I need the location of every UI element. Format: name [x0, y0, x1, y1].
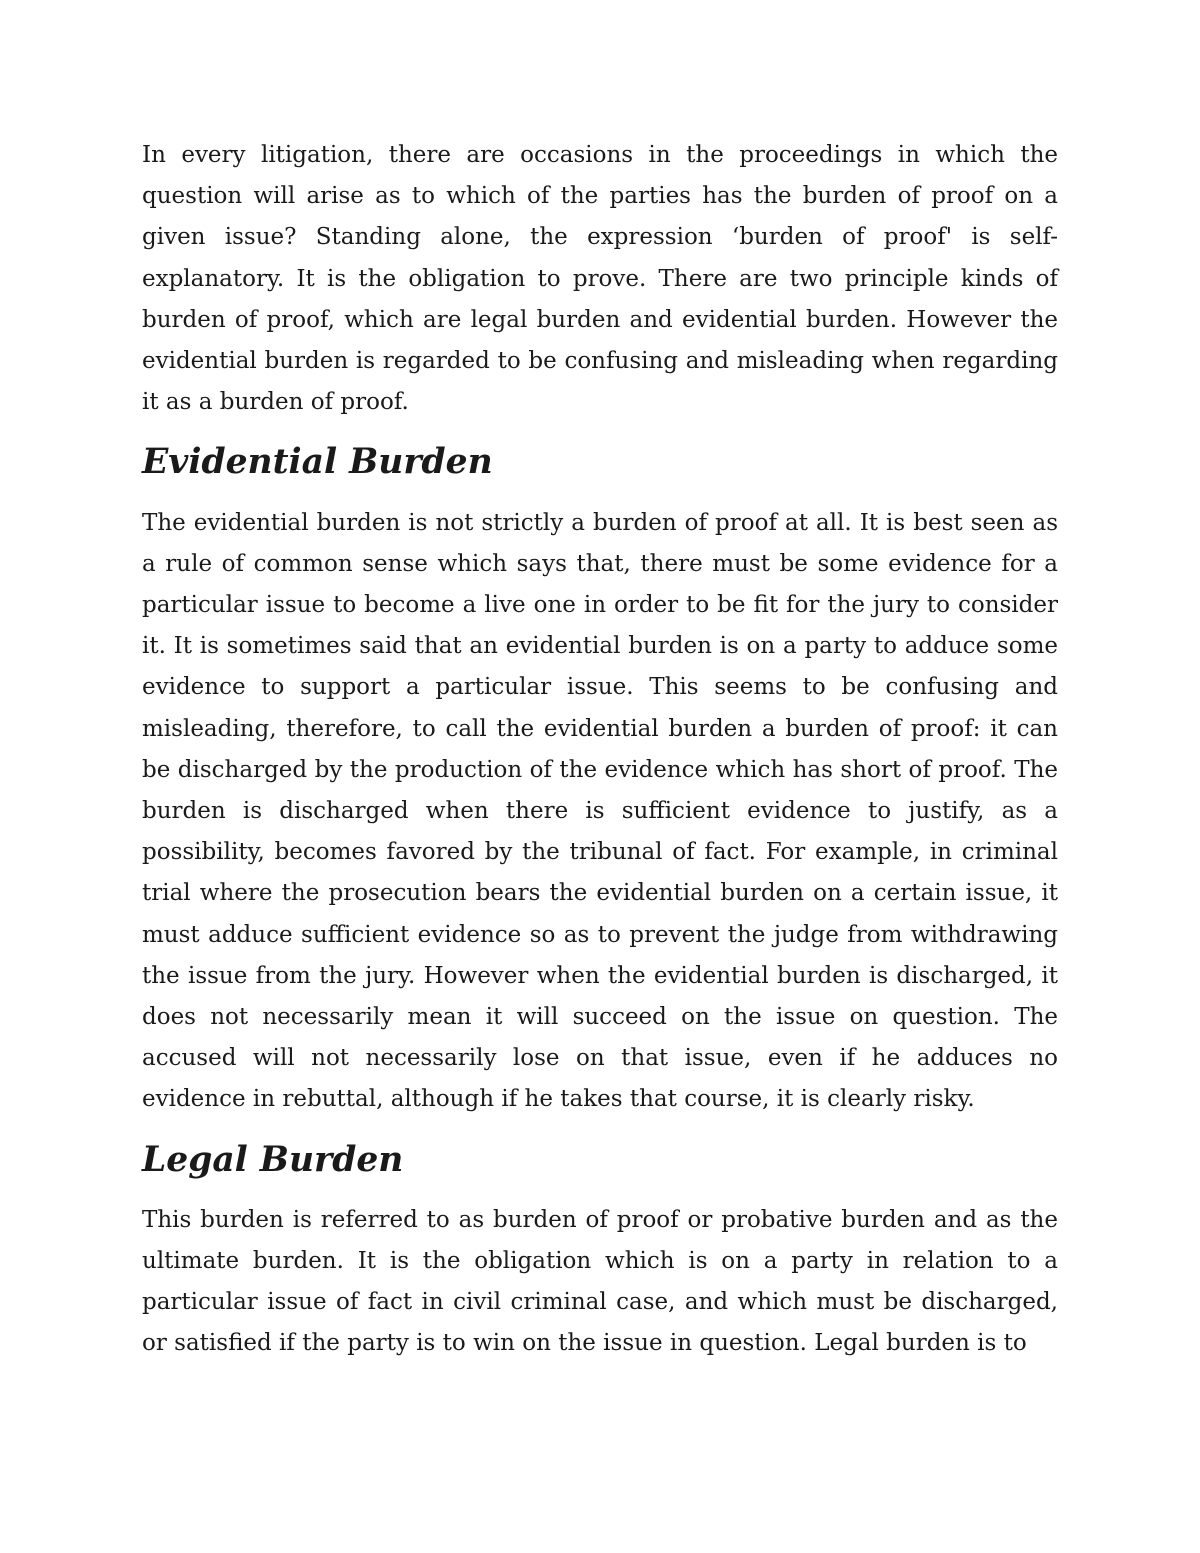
document-page — [142, 135, 1058, 1384]
evidential-burden-paragraph: The evidential burden is not strictly a burden of proof at all. It is best seen as a rule of common sense which says that, there must be some evidence for a particular issue to become a live one in order to be fit for the jury to consider it. It is sometimes said that an evidential burden is on a party to adduce some evidence to support a particular issue. This seems to be confusing and misleading, therefore, to call the evidential burden a burden of proof: it can be discharged by the production of the evidence which has short of proof. The burden is discharged when there is sufficient evidence to justify, as a possibility, becomes favored by the tribunal of fact. For example, in criminal trial where the prosecution bears the evidential burden on a certain issue, it must adduce sufficient evidence so as to prevent the judge from withdrawing the issue from the jury. However when the evidential burden is discharged, it does not necessarily mean it will succeed on the issue on question. The accused will not necessarily lose on that issue, even if he adduces no evidence in rebuttal, although if he takes that course, it is clearly risky. — [142, 509, 1058, 1113]
intro-paragraph: In every litigation, there are occasions in the proceedings in which the question will arise as to which of the parties has the burden of proof on a given issue? Standing alone, the expression ‘burden of proof' is self-explanatory. It is the obligation to prove. There are two principle kinds of burden of proof, which are legal burden and evidential burden. However the evidential burden is regarded to be confusing and misleading when regarding it as a burden of proof. — [142, 142, 1058, 416]
legal-burden-heading: Legal Burden — [142, 1139, 404, 1180]
legal-burden-paragraph: This burden is referred to as burden of proof or probative burden and as the ultimate burden. It is the obligation which is on a party in relation to a particular issue of fact in civil criminal case, and which must be discharged, or satisfied if the party is to win on the issue in question. Legal burden is to — [142, 1206, 1058, 1357]
evidential-burden-heading: Evidential Burden — [142, 442, 493, 483]
